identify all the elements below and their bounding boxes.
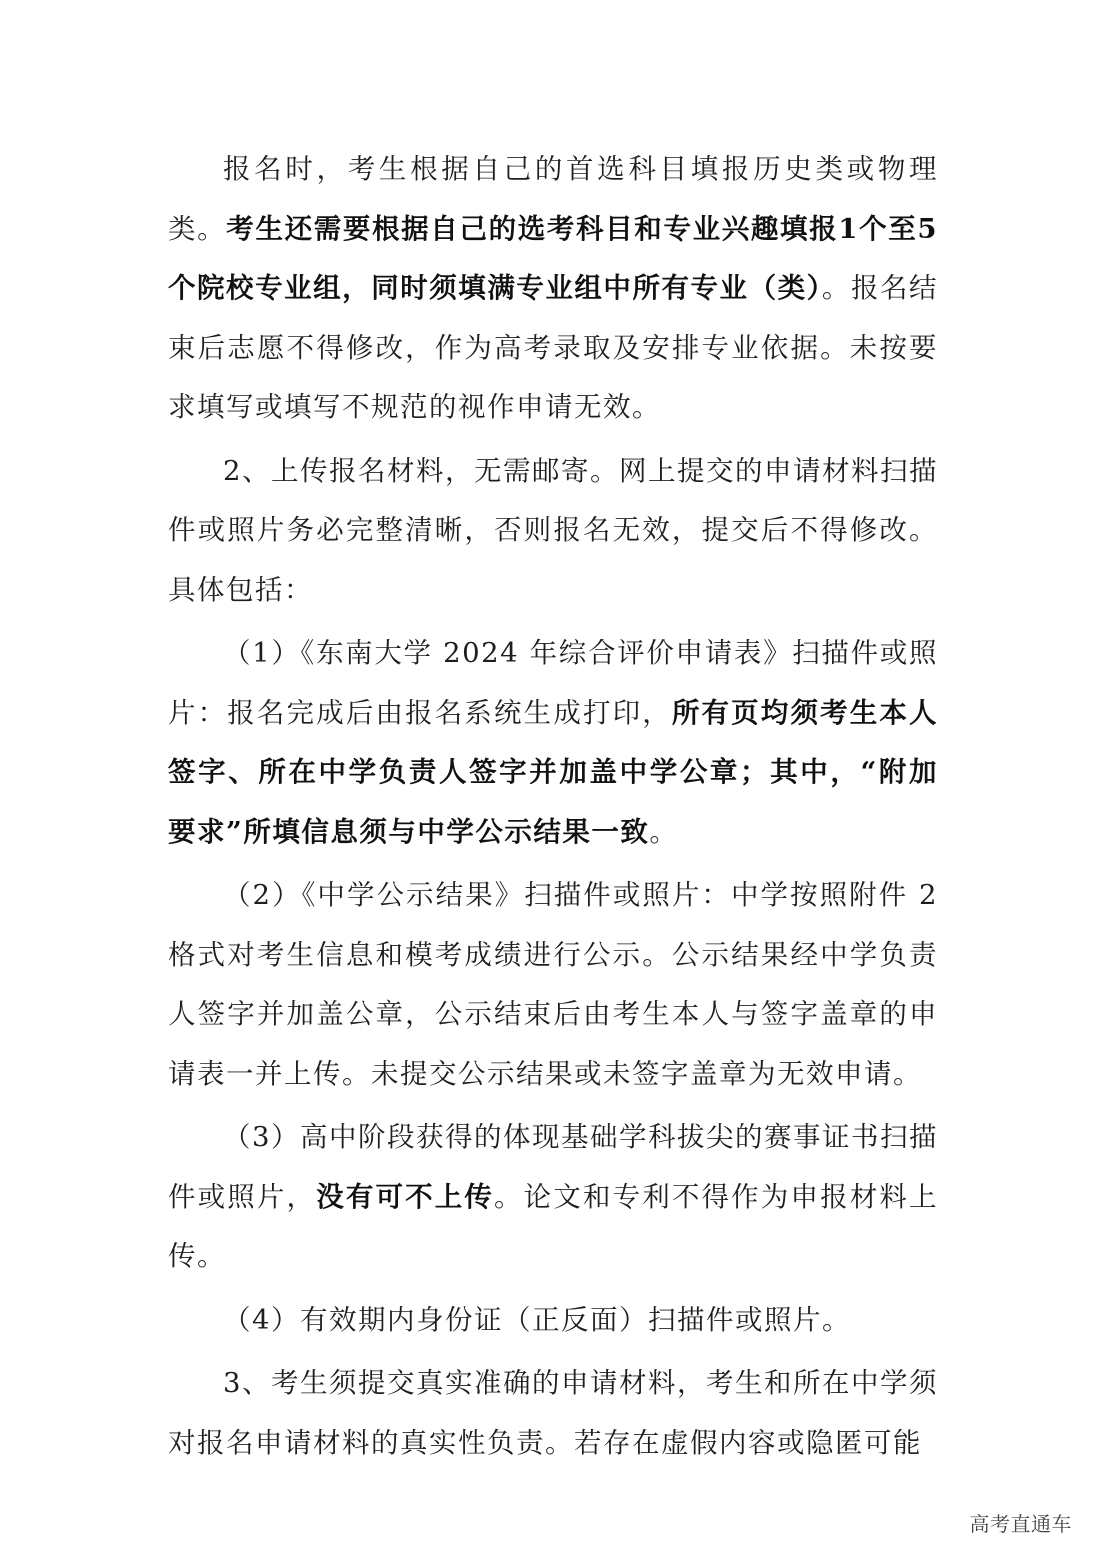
para1-run3: 。报名结束后志愿不得修改，作为高考录取及安排专业依据。未按要求填写或填写不规范的视作申请无效。 [168, 272, 939, 423]
paragraph-7 [168, 1354, 938, 1473]
para5-run1: （3）高中阶段获得的体现基础学科拔尖的赛事证书扫描件或照片， [168, 1121, 938, 1213]
watermark: 高考直通车 [969, 1512, 1072, 1536]
paragraph-2 [168, 442, 938, 621]
paragraph-5 [168, 1108, 938, 1287]
para6-run1: （4）有效期内身份证（正反面）扫描件或照片。 [223, 1303, 851, 1336]
document-body [168, 140, 938, 1477]
para7-run1: 3、考生须提交真实准确的申请材料，考生和所在中学须对报名申请材料的真实性负责。若存在虚假内容或隐匿可能 [168, 1367, 938, 1459]
paragraph-4 [168, 866, 938, 1104]
para2-run1: 2、上传报名材料，无需邮寄。网上提交的申请材料扫描件或照片务必完整清晰，否则报名无效，提交后不得修改。具体包括： [168, 454, 938, 606]
para1-run1: 报名时，考生根据自己的首选科目填报历史类或物理类。 [168, 153, 938, 245]
paragraph-3 [168, 624, 938, 862]
paragraph-1 [168, 140, 938, 438]
para3-run3: 。 [649, 815, 679, 848]
para3-run1: （1）《东南大学 2024 年综合评价申请表》扫描件或照片：报名完成后由报名系统生成打印， [168, 637, 938, 729]
para3-run2-bold: 所有页均须考生本人签字、所在中学负责人签字并加盖中学公章；其中，“附加要求”所填信息须与中学公示结果一致 [168, 696, 939, 848]
para5-run3: 。论文和专利不得作为申报材料上传。 [168, 1180, 939, 1272]
para4-run1: （2）《中学公示结果》扫描件或照片：中学按照附件 2 格式对考生信息和模考成绩进行公示。公示结果经中学负责人签字并加盖公章，公示结束后由考生本人与签字盖章的申请表一并上传。未提交公示结果或未签字盖章为无效申请。 [168, 879, 938, 1090]
para1-run2-bold: 考生还需要根据自己的选考科目和专业兴趣填报1个至5个院校专业组，同时须填满专业组中所有专业（类） [168, 212, 938, 304]
paragraph-6 [168, 1291, 938, 1351]
para5-run2-bold: 没有可不上传 [316, 1180, 495, 1213]
